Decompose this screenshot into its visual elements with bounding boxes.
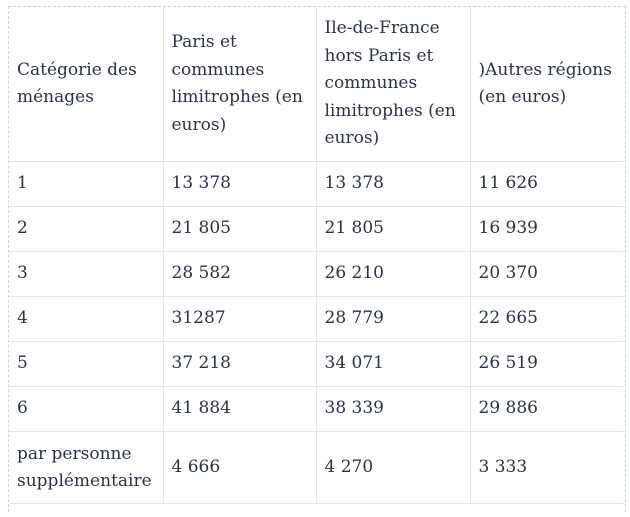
header-ile-de-france: Ile-de-France hors Paris et communes limitrophes (en euros) [316, 7, 470, 162]
table-row [9, 342, 623, 387]
cell-paris: 4 666 [163, 432, 316, 504]
cell-paris: 37 218 [163, 342, 316, 387]
cell-paris: 21 805 [163, 207, 316, 252]
table-row [9, 432, 623, 504]
table-row [9, 387, 623, 432]
table-row [9, 162, 623, 207]
cell-other-regions: 20 370 [470, 252, 623, 297]
cell-ile-de-france: 26 210 [316, 252, 470, 297]
header-other-regions: )Autres régions (en euros) [470, 7, 623, 162]
cell-category: 5 [9, 342, 163, 387]
cell-ile-de-france: 21 805 [316, 207, 470, 252]
cell-paris: 13 378 [163, 162, 316, 207]
cell-other-regions: 3 333 [470, 432, 623, 504]
cell-paris: 28 582 [163, 252, 316, 297]
cell-other-regions: 16 939 [470, 207, 623, 252]
cell-ile-de-france: 38 339 [316, 387, 470, 432]
cell-ile-de-france: 34 071 [316, 342, 470, 387]
cell-category: 6 [9, 387, 163, 432]
cell-category: 1 [9, 162, 163, 207]
cell-paris: 31287 [163, 297, 316, 342]
cell-ile-de-france: 13 378 [316, 162, 470, 207]
cell-other-regions: 29 886 [470, 387, 623, 432]
cell-paris: 41 884 [163, 387, 316, 432]
cell-ile-de-france: 4 270 [316, 432, 470, 504]
table-row [9, 252, 623, 297]
cell-category: 3 [9, 252, 163, 297]
cell-other-regions: 11 626 [470, 162, 623, 207]
cell-ile-de-france: 28 779 [316, 297, 470, 342]
cell-category: 4 [9, 297, 163, 342]
cell-other-regions: 22 665 [470, 297, 623, 342]
table-row [9, 207, 623, 252]
cell-other-regions: 26 519 [470, 342, 623, 387]
header-paris: Paris et communes limitrophes (en euros) [163, 7, 316, 162]
income-thresholds-table [9, 7, 623, 504]
table-row [9, 297, 623, 342]
cell-category: 2 [9, 207, 163, 252]
cell-category: par personne supplémentaire [9, 432, 163, 504]
header-household-category: Catégorie des ménages [9, 7, 163, 162]
table-header-row [9, 7, 623, 162]
